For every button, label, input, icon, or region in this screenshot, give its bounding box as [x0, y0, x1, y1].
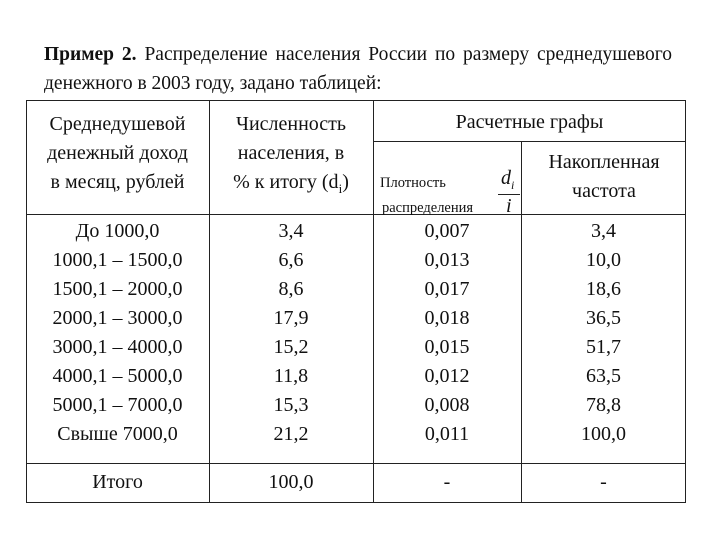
header-population	[209, 110, 373, 203]
intro-paragraph	[44, 40, 672, 98]
header-cumulative	[522, 148, 686, 206]
total-label: Итого	[92, 471, 143, 493]
table-cell-cum: 36,5	[586, 307, 621, 329]
header-population-subscript: i	[338, 181, 343, 196]
table-cell-income: 1500,1 – 2000,0	[52, 278, 183, 300]
header-cumulative-line1: Накопленная	[548, 151, 660, 173]
table-cell-density: 0,018	[424, 307, 470, 329]
header-density	[374, 142, 521, 217]
header-cumulative-line2: частота	[572, 180, 636, 202]
table-cell-income: До 1000,0	[75, 220, 160, 242]
header-income-line3: в месяц, рублей	[50, 171, 185, 193]
column-population	[209, 217, 373, 449]
header-density-word1: Плотность	[380, 175, 446, 191]
header-income-line1: Среднедушевой	[49, 113, 186, 135]
intro-text: Распределение населения России по размеру среднедушевого денежного в 2003 году, задано таблицей:	[44, 44, 672, 94]
header-income-line2: денежный доход	[47, 142, 188, 164]
table-cell-density: 0,013	[424, 249, 470, 271]
column-cumulative	[521, 217, 686, 449]
total-pct: 100,0	[268, 471, 314, 493]
table-cell-pct: 6,6	[278, 249, 304, 271]
table-cell-cum: 63,5	[586, 365, 621, 387]
column-density	[373, 217, 521, 449]
table-cell-density: 0,011	[424, 423, 470, 445]
header-population-line1: Численность	[235, 113, 347, 135]
table-cell-cum: 51,7	[586, 336, 621, 358]
table-cell-pct: 3,4	[278, 220, 304, 242]
table-cell-density: 0,008	[424, 394, 470, 416]
table-cell-pct: 17,9	[273, 307, 309, 329]
total-density: -	[443, 471, 451, 493]
table-cell-density: 0,007	[424, 220, 470, 242]
column-income	[26, 217, 209, 449]
table-cell-income: 5000,1 – 7000,0	[52, 394, 183, 416]
total-cum: -	[600, 471, 607, 493]
header-calculated-columns: Расчетные графы	[455, 111, 604, 133]
header-bottom-line	[26, 214, 686, 215]
table-cell-income: Свыше 7000,0	[57, 423, 178, 445]
table-cell-pct: 11,8	[273, 365, 309, 387]
table-cell-income: 4000,1 – 5000,0	[52, 365, 183, 387]
table-cell-cum: 78,8	[586, 394, 621, 416]
table-cell-density: 0,015	[424, 336, 470, 358]
density-formula-denominator: i	[506, 195, 512, 217]
header-population-line3: % к итогу $(d_i)$	[233, 171, 349, 196]
header-population-line2: населения, в	[237, 142, 345, 164]
table-border-top	[26, 100, 686, 101]
distribution-table	[26, 100, 686, 503]
table-cell-pct: 21,2	[273, 423, 309, 445]
header-income	[26, 110, 209, 197]
table-cell-income: 3000,1 – 4000,0	[52, 336, 183, 358]
table-cell-cum: 18,6	[586, 278, 621, 300]
table-cell-cum: 10,0	[586, 249, 621, 271]
table-cell-income: 1000,1 – 1500,0	[52, 249, 183, 271]
table-cell-cum: 3,4	[591, 220, 616, 242]
table-cell-cum: 100,0	[581, 423, 626, 445]
density-formula-numerator: $d_i$	[501, 167, 515, 192]
table-cell-income: 2000,1 – 3000,0	[52, 307, 183, 329]
table-cell-density: 0,012	[424, 365, 470, 387]
header-density-word2: распределения	[382, 200, 474, 216]
table-cell-pct: 15,2	[273, 336, 309, 358]
example-label: Пример 2.	[44, 44, 137, 65]
table-cell-pct: 8,6	[278, 278, 304, 300]
table-cell-pct: 15,3	[273, 394, 309, 416]
table-cell-density: 0,017	[424, 278, 470, 300]
table-border-bottom	[26, 502, 686, 503]
total-row-line	[26, 463, 686, 464]
